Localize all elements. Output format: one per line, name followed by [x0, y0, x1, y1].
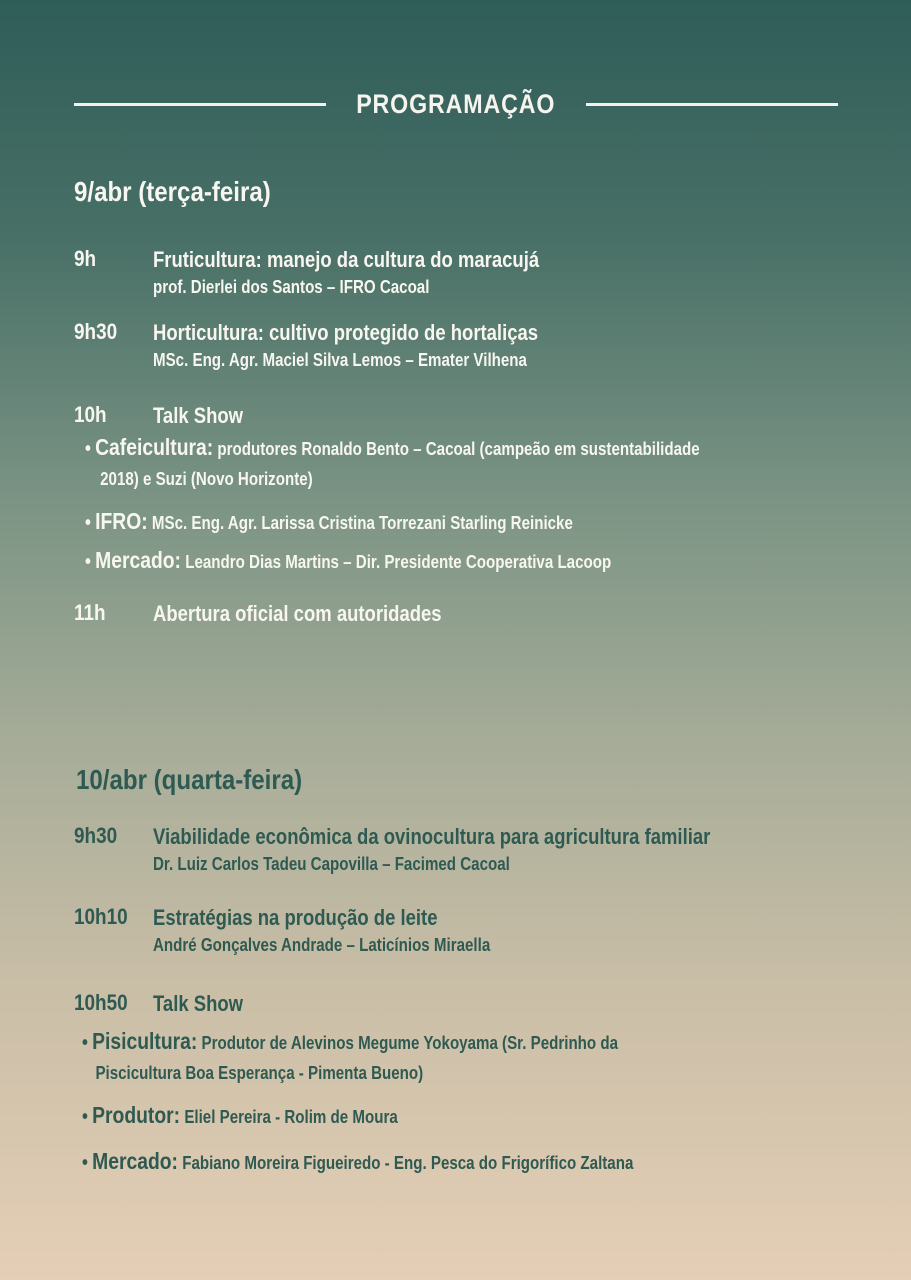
bullet-label: Mercado:: [95, 547, 181, 573]
item-title: Fruticultura: manejo da cultura do maracujá: [153, 247, 540, 272]
day-heading-1: 9/abr (terça-feira): [74, 176, 271, 207]
item-title: Abertura oficial com autoridades: [153, 601, 442, 626]
item-time: 9h30: [74, 823, 118, 848]
item-title: Horticultura: cultivo protegido de hortaliças: [153, 320, 539, 345]
talk-show-bullet: [85, 506, 845, 538]
item-time: 9h: [74, 246, 97, 271]
talk-show-bullet: [82, 1026, 842, 1088]
bullet-label: Pisicultura:: [92, 1028, 198, 1054]
bullet-text: Eliel Pereira - Rolim de Moura: [184, 1107, 398, 1127]
bullet-icon: •: [85, 512, 91, 534]
bullet-text: Fabiano Moreira Figueiredo - Eng. Pesca do Frigorífico Zaltana: [182, 1153, 634, 1173]
item-speaker: MSc. Eng. Agr. Maciel Silva Lemos – Emater Vilhena: [153, 350, 527, 370]
header-rule-right: [586, 103, 838, 106]
bullet-text-continued: 2018) e Suzi (Novo Horizonte): [100, 469, 313, 489]
talk-show-bullet: [85, 432, 845, 494]
bullet-icon: •: [85, 438, 91, 460]
bullet-text: Leandro Dias Martins – Dir. Presidente Cooperativa Lacoop: [185, 552, 612, 572]
item-content: [153, 246, 893, 300]
bullet-icon: •: [85, 551, 91, 573]
talk-show-bullet: [82, 1100, 842, 1132]
item-content: [153, 823, 893, 877]
bullet-text: MSc. Eng. Agr. Larissa Cristina Torrezani Starling Reinicke: [151, 513, 573, 533]
item-title: Estratégias na produção de leite: [153, 905, 438, 930]
bullet-icon: •: [82, 1106, 88, 1128]
item-time: 10h10: [74, 904, 128, 929]
item-speaker: prof. Dierlei dos Santos – IFRO Cacoal: [153, 277, 430, 297]
item-content: [153, 904, 893, 958]
item-speaker: André Gonçalves Andrade – Laticínios Miraella: [153, 935, 491, 955]
bullet-label: IFRO:: [95, 508, 148, 534]
talk-show-bullet: [85, 545, 845, 577]
bullet-label: Produtor:: [92, 1102, 181, 1128]
bullet-text: Produtor de Alevinos Megume Yokoyama (Sr. Pedrinho da: [201, 1033, 618, 1053]
bullet-text-continued: Piscicultura Boa Esperança - Pimenta Bueno): [95, 1063, 424, 1083]
bullet-icon: •: [82, 1152, 88, 1174]
item-content: [153, 990, 893, 1018]
item-time: 10h: [74, 402, 107, 427]
day-heading-2: 10/abr (quarta-feira): [76, 764, 303, 795]
item-content: [153, 402, 893, 430]
item-time: 11h: [74, 600, 106, 625]
item-time: 9h30: [74, 319, 118, 344]
item-speaker: Dr. Luiz Carlos Tadeu Capovilla – Facimed Cacoal: [153, 854, 510, 874]
page-title: PROGRAMAÇÃO: [356, 88, 556, 119]
item-title: Talk Show: [153, 991, 244, 1016]
bullet-label: Cafeicultura:: [95, 434, 214, 460]
talk-show-bullet: [82, 1146, 842, 1178]
header-rule-left: [74, 103, 326, 106]
bullet-text: produtores Ronaldo Bento – Cacoal (campeão em sustentabilidade: [217, 439, 700, 459]
section-header: [74, 84, 838, 124]
item-title: Viabilidade econômica da ovinocultura para agricultura familiar: [153, 824, 711, 849]
bullet-icon: •: [82, 1032, 88, 1054]
item-time: 10h50: [74, 990, 128, 1015]
item-title: Talk Show: [153, 403, 244, 428]
item-content: [153, 600, 893, 628]
bullet-label: Mercado:: [92, 1148, 178, 1174]
item-content: [153, 319, 893, 373]
